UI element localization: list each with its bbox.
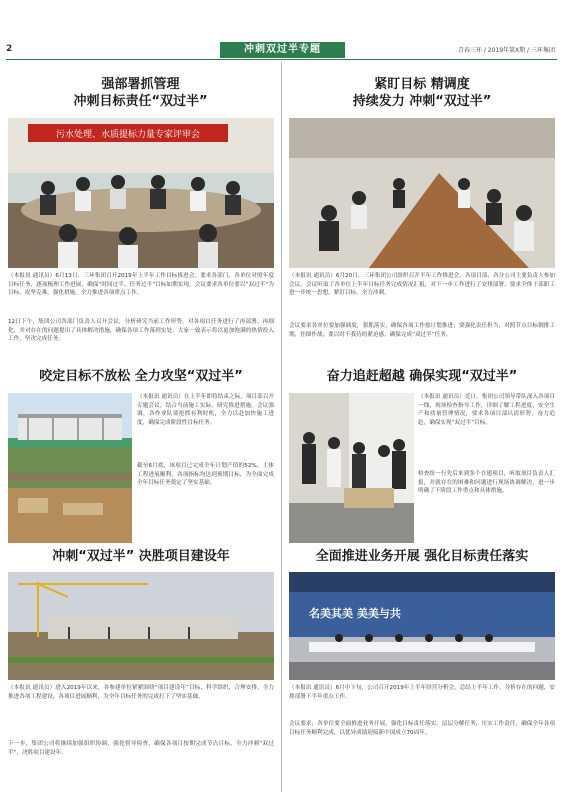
article-2-photo [289, 118, 555, 268]
article-5-photo [8, 572, 274, 680]
article-6-paragraph-2: 会议要求，各单位要全面推进业务开展，强化目标责任落实，层层分解任务，压实工作责任，确保全年各项目标任务顺利完成，以优异成绩迎接新中国成立70周年。 [289, 721, 555, 736]
column-divider [281, 62, 282, 792]
article-6-photo [289, 572, 555, 680]
article-4-headline: 奋力追赶超越 确保实现“双过半” [326, 369, 518, 384]
article-4-photo [289, 393, 414, 543]
article-4-paragraph-1: （本报讯 通讯员）近日，集团公司领导带队深入各项目一线，现场检查指导工作，详细了解工程进度、安全生产和质量管理情况，要求各项目部认清形势，奋力追赶，确保实现“双过半”目标。 [418, 394, 555, 426]
article-1-headline [8, 76, 273, 110]
article-3-photo [8, 393, 132, 543]
forum-banner-text: 名美其美 美美与共 [309, 607, 401, 620]
article-5-paragraph-1: （本报讯 通讯员）进入2019年以来，各参建单位紧紧围绕“项目建设年”目标，科学组织，合理安排，全力推进各项工程建设，各项目进展顺利，为全年目标任务的完成打下了坚实基础。 [8, 685, 274, 700]
article-2-paragraph-1: （本报讯 通讯员）6月20日，三环集团公司组织召开半年工作推进会，各项目部、各分公司主要负责人参加会议。会议听取了各单位上半年目标任务完成情况汇报，对下一步工作进行了安排部署，要求全体干部职工进一步统一思想，紧盯目标，全力冲刺。 [289, 273, 555, 297]
article-1-paragraph-2: 12日下午，集团公司各部门负责人召开会议，分析研究当前工作形势，对各项目任务进行了再部署、再细化，并对存在的问题提出了具体解决措施，确保各项工作落到实处。大家一致表示将以更加饱满的热情投入工作，坚决完成任务。 [8, 319, 274, 343]
article-1-photo [8, 118, 274, 268]
article-2-headline-line1: 紧盯目标 精调度 [374, 77, 470, 92]
article-3-paragraph-2: 截至6月底，该项目已完成全年计划产值的52%，主体工程进展顺利，各项指标均达到预期目标，为全面完成全年目标任务奠定了坚实基础。 [137, 463, 274, 487]
article-2-headline-line2: 持续发力 冲刺“双过半” [352, 94, 492, 109]
article-6-headline: 全面推进业务开展 强化目标责任落实 [315, 549, 529, 564]
page-number: 2 [6, 44, 13, 54]
article-2-paragraph-2: 会议要求各单位要加强调度，狠抓落实，确保各项工作按计划推进；要强化责任担当，对照节点目标倒排工期，挂图作战；要以时不我待的紧迫感，确保完成“双过半”任务。 [289, 323, 555, 338]
article-6-paragraph-1: （本报讯 通讯员）6月中下旬，公司召开2019年上半年经营分析会，总结上半年工作，分析存在的问题，安排部署下半年重点工作。 [289, 685, 555, 700]
article-2-headline [289, 76, 555, 110]
article-3-headline: 咬定目标不放松 全力攻坚“双过半” [39, 369, 243, 384]
article-3-paragraph-1: （本报讯 通讯员）在上半年即将结束之际，项目部召开专题会议，结合当前施工实际，研究推进措施。会议强调，各作业队要抢抓有利时机，全力以赴加快施工进度，确保完成阶段性目标任务。 [137, 394, 274, 426]
header-rule [6, 59, 557, 60]
section-title-banner: 冲刺双过半专题 [220, 42, 345, 58]
article-5-headline: 冲刺“双过半” 决胜项目建设年 [52, 549, 230, 564]
article-1-headline-line1: 强部署抓管理 [101, 77, 180, 92]
masthead: 青春三环 / 2019年第X期 / 三环集团 [457, 47, 555, 54]
article-1-paragraph-1: （本报讯 通讯员）6月13日，三环集团召开2019年上半年工作目标推进会，要求各部门、各单位对照年度目标任务，逐项梳理工作进展，确保“时间过半、任务过半”目标如期实现。会议要求各单位要以“双过半”为目标，攻坚克难，强化措施，全力推进各项重点工作。 [8, 273, 274, 297]
article-5-paragraph-2: 下一步，集团公司将继续加强组织协调，强化督导检查，确保各项目按期完成节点目标，全力冲刺“双过半”，决胜项目建设年。 [8, 741, 274, 756]
article-1-headline-line2: 冲刺目标责任“双过半” [73, 94, 208, 109]
article-4-paragraph-2: 检查组一行先后来到多个在建项目，听取项目负责人汇报，并就存在的困难和问题进行现场协调解决，进一步明确了下阶段工作重点和具体措施。 [418, 471, 555, 495]
meeting-banner-text: 污水处理、水质提标力量专家评审会 [55, 130, 201, 140]
